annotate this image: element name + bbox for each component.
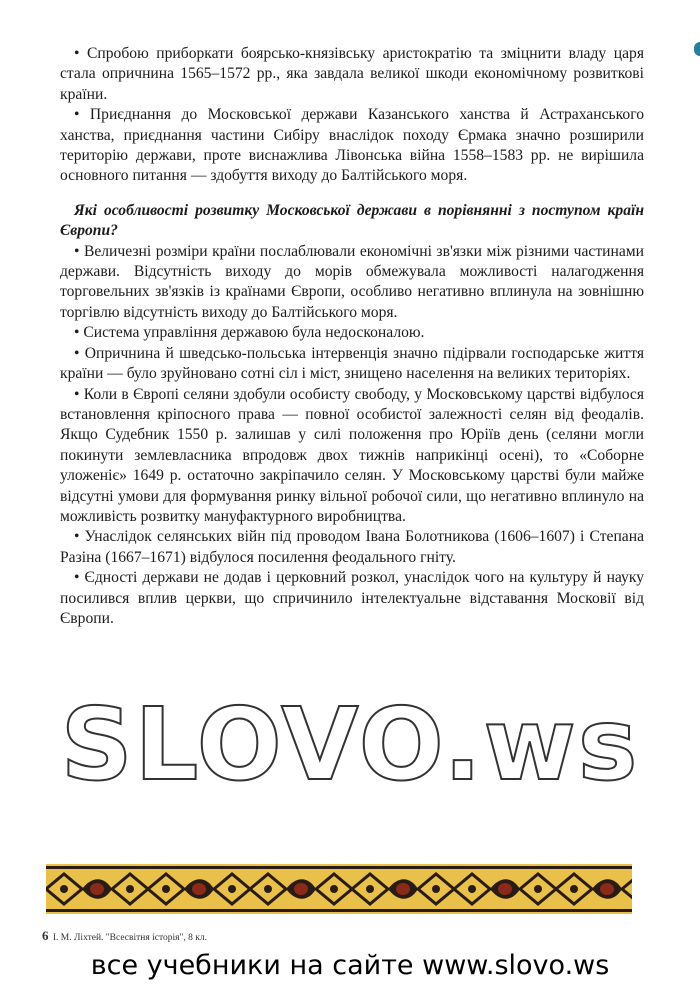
page-edge-tab [694,42,700,56]
book-caption: І. М. Ліхтей. "Всесвітня історія", 8 кл. [52,933,207,943]
watermark-logo: SLOVO.ws [60,686,640,803]
paragraph-oprichnina: • Спробою приборкати боярсько-князівську аристократію та зміцнити владу царя стала опричнина 1565–1572 рр., яка завдала великої шкоди економічному розвиткові країни. [60,45,644,103]
answer-item: • Опричнина й шведсько-польська інтервенція значно підірвали господарське життя країни — було зруйновано сотні сіл і міст, знищено населення на великих територіях. [60,344,644,383]
answer-item: • Коли в Європі селяни здобули особисту свободу, у Московському царстві відбулося встановлення кріпосного права — повної особистої залежності селян від феодалів. Якщо Судебник 1550 р. залишав у силі положення про Юріїв день (селяни могли покинути землевласника впродовж двох тижнів наприкінці осені), то «Соборне уложеніє» 1649 р. остаточно закріпачило селян. У Московському царстві були майже відсутні умови для формування ринку вільної робочої сили, що негативно вплинуло на можливість розвитку мануфактурного виробництва. [60,385,644,525]
answer-item: • Унаслідок селянських війн під проводом Івана Болотникова (1606–1607) і Степана Разіна (1667–1671) відбулося посилення феодального гніту. [60,528,644,566]
answer-item: • Величезні розміри країни послаблювали економічні зв'язки між різними частинами держави. Відсутність виходу до морів обмежувала можливості налагодження торговельних зв'язків із країнами Європи, особливо негативно вплинула на зовнішню торгівлю відсутність виходу до Балтійського моря. [60,242,644,321]
paragraph-annexation: • Приєднання до Московської держави Казанського ханства й Астраханського ханства, приєднання частини Сибіру внаслідок походу Єрмака значно розширили територію держави, проте виснажлива Лівонська війна 1558–1583 рр. не вирішила основного питання — здобуття виходу до Балтійського моря. [60,106,644,185]
answer-item: • Єдності держави не додав і церковний розкол, унаслідок чого на культуру й науку посилився вплив церкви, що спричинило інтелектуальне відставання Московії від Європи. [60,569,644,627]
page-body [60,44,644,629]
answer-item: • Система управління державою була недосконалою. [74,324,425,342]
page-number: 6 [42,928,49,943]
page-footer [42,928,207,944]
decorative-ornament-band [46,864,632,914]
section-question: Які особливості розвитку Московської держави в порівнянні з поступом країн Європи? [60,201,644,240]
site-banner: все учебники на сайте www.slovo.ws [90,950,610,981]
